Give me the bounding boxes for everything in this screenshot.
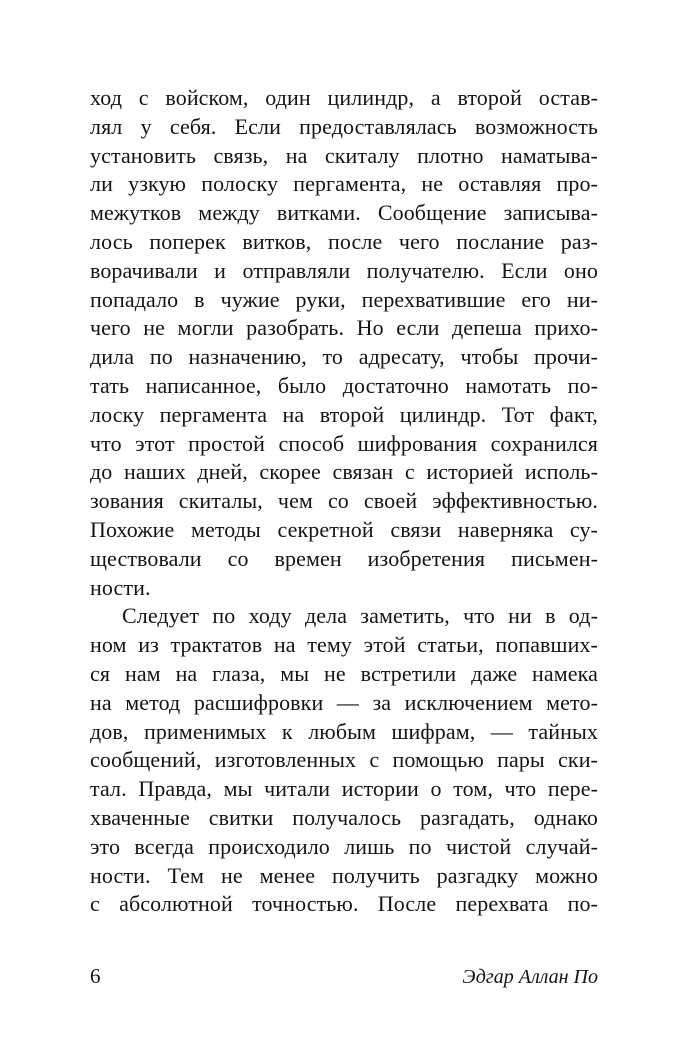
page-footer [90,962,598,991]
text-line: с абсолютной точностью. После перехвата по- [90,891,598,917]
text-line: установить связь, на скиталу плотно наматыва- [90,142,598,168]
text-line: до наших дней, скорее связан с историей исполь- [90,459,598,485]
running-head-author: Эдгар Аллан По [462,966,598,988]
text-line: тал. Правда, мы читали истории о том, что пере- [90,776,598,802]
page-text [90,84,598,919]
text-line: ществовали со времен изобретения письмен- [90,545,598,571]
text-line: тать написанное, было достаточно намотать по- [90,372,598,398]
text-line: зования скиталы, чем со своей эффективностью. [90,488,598,514]
text-line: ход с войском, один цилиндр, а второй остав- [90,85,598,110]
text-line: лял у себя. Если предоставлялась возможность [90,113,598,139]
text-line: ся нам на глаза, мы не встретили даже намека [90,660,598,686]
text-line: чего не могли разобрать. Но если депеша прихо- [90,315,598,341]
text-line: ном из трактатов на тему этой статьи, попавших- [90,632,598,658]
text-line: лоску пергамента на второй цилиндр. Тот факт, [90,401,598,427]
text-line: Похожие методы секретной связи наверняка су- [90,516,598,542]
text-line: сообщений, изготовленных с помощью пары ски- [90,747,598,773]
text-line: попадало в чужие руки, перехватившие его ни- [90,286,598,312]
text-line: Следует по ходу дела заметить, что ни в од- [122,603,598,629]
text-line: на метод расшифровки — за исключением мето- [90,689,598,715]
text-line: это всегда происходило лишь по чистой случай- [90,833,598,859]
text-line: дов, применимых к любым шифрам, — тайных [90,718,598,744]
text-line: ности. [90,574,151,600]
text-line: дила по назначению, то адресату, чтобы прочи- [90,344,598,370]
text-line: лось поперек витков, после чего послание раз- [90,228,598,254]
text-line: хваченные свитки получалось разгадать, однако [90,804,598,830]
text-line: ности. Тем не менее получить разгадку можно [90,862,598,888]
text-line: ворачивали и отправляли получателю. Если оно [90,257,598,283]
text-line: ли узкую полоску пергамента, не оставляя про- [90,171,598,197]
text-line: межутков между витками. Сообщение записыва- [90,200,598,226]
text-line: что этот простой способ шифрования сохранился [90,430,598,456]
page-number: 6 [90,964,101,988]
